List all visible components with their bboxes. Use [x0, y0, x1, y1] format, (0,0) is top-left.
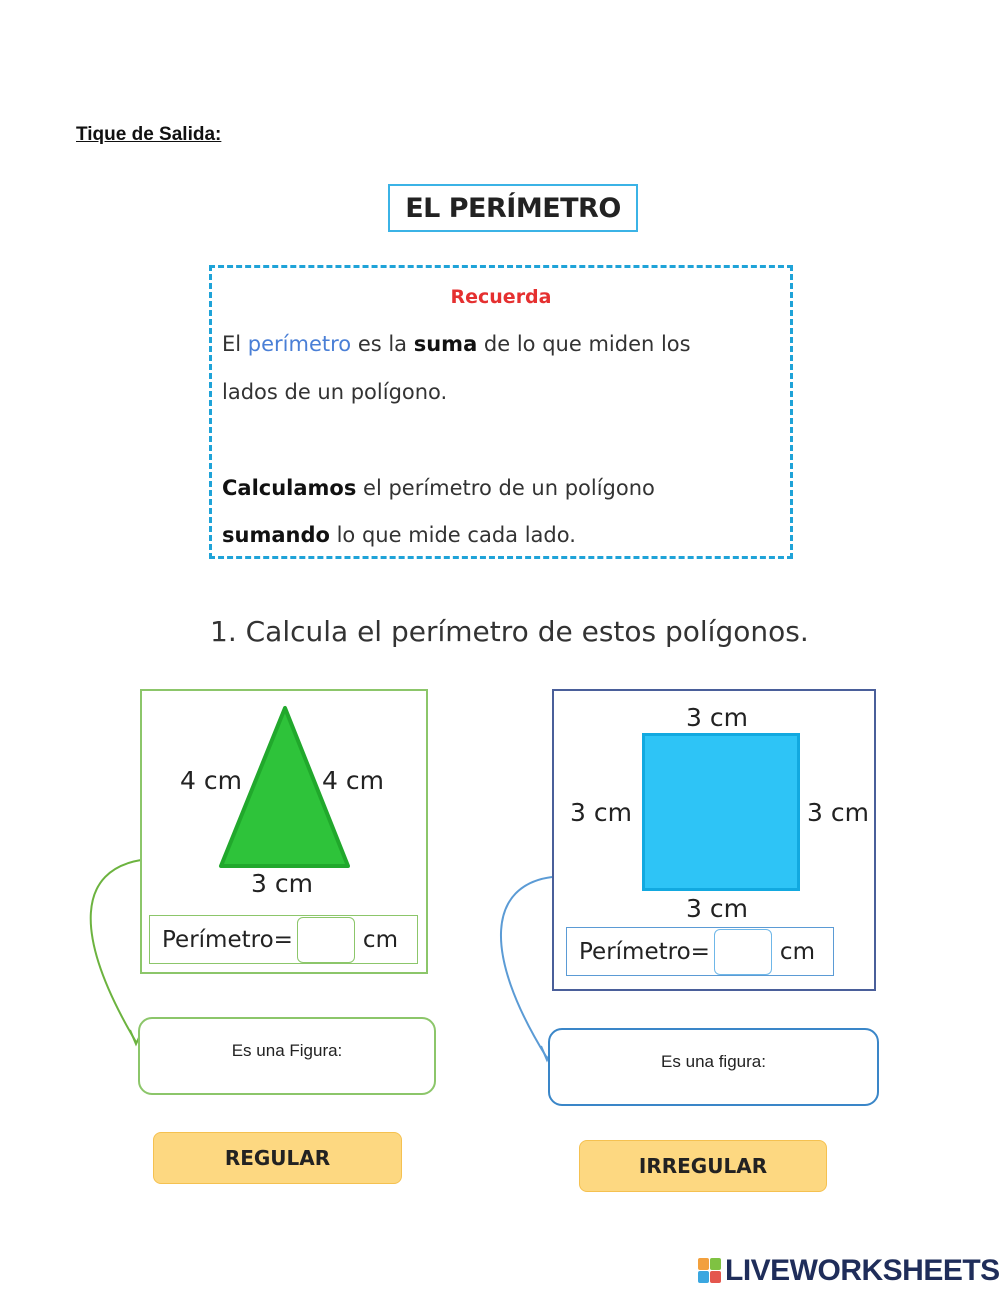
brand-name: LIVEWORKSHEETS [725, 1254, 1000, 1287]
text: es la [351, 332, 414, 356]
perimeter-label: Perímetro= [579, 938, 710, 965]
triangle-figure-prompt: Es una Figura: [231, 1041, 343, 1060]
triangle-left-side: 4 cm [180, 766, 242, 795]
square-right-side: 3 cm [807, 798, 869, 827]
square-perimeter-input[interactable] [714, 929, 772, 975]
triangle-figure-answer-box[interactable] [138, 1017, 436, 1095]
text: El [222, 332, 248, 356]
triangle-panel [140, 689, 428, 974]
brand-logo-icon [697, 1256, 723, 1286]
unit-label: cm [362, 926, 398, 953]
triangle-perimeter-row [149, 915, 418, 964]
square-bottom-side: 3 cm [686, 894, 748, 923]
square-arrow [501, 877, 552, 1058]
reminder-title: Recuerda [450, 286, 552, 308]
irregular-option-button[interactable]: IRREGULAR [579, 1140, 827, 1192]
square-perimeter-row [566, 927, 834, 976]
text: de lo que miden los [477, 332, 691, 356]
square-panel [552, 689, 876, 991]
unit-label: cm [779, 938, 815, 965]
exercise-instruction: 1. Calcula el perímetro de estos polígonos. [210, 615, 809, 648]
triangle-perimeter-input[interactable] [297, 917, 355, 963]
square-top-side: 3 cm [686, 703, 748, 732]
keyword-sumando: sumando [222, 523, 330, 547]
square-figure-prompt: Es una figura: [661, 1052, 766, 1071]
triangle-arrow [91, 860, 141, 1042]
triangle-base: 3 cm [251, 869, 313, 898]
text: el perímetro de un polígono [356, 476, 655, 500]
keyword-calculamos: Calculamos [222, 476, 357, 500]
triangle-right-side: 4 cm [322, 766, 384, 795]
perimeter-label: Perímetro= [162, 926, 293, 953]
regular-option-button[interactable]: REGULAR [153, 1132, 402, 1184]
square-figure-answer-box[interactable] [548, 1028, 879, 1106]
reminder-line-2: lados de un polígono. [222, 380, 448, 404]
brand-logo [697, 1254, 1000, 1288]
keyword-suma: suma [413, 332, 478, 356]
page-title: EL PERÍMETRO [388, 184, 638, 232]
text: lo que mide cada lado. [329, 523, 576, 547]
exit-ticket-label: Tique de Salida: [76, 124, 222, 145]
square-shape [642, 733, 800, 891]
square-left-side: 3 cm [570, 798, 632, 827]
keyword-perimetro: perímetro [247, 332, 352, 356]
